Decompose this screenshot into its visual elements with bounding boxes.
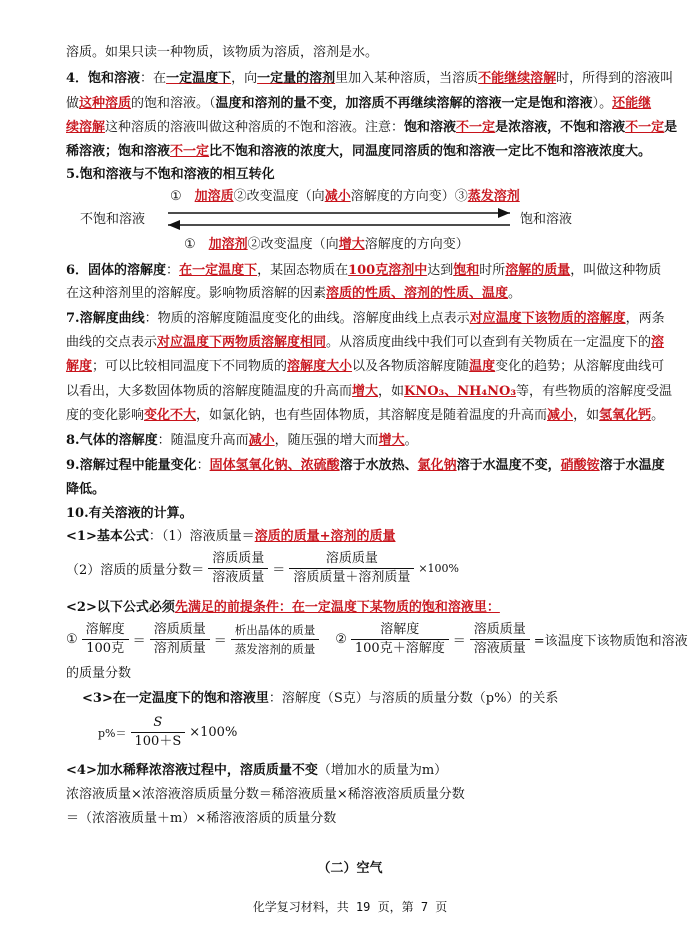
text: 。 <box>651 408 665 423</box>
numerator: S <box>131 714 186 733</box>
text: 。从溶质度曲线中我们可以查到有关物质在一定温度下的 <box>326 335 652 350</box>
formula-prefix: p%＝ <box>98 726 127 740</box>
section-9-label: 9.溶解过程中能量变化 <box>66 458 197 473</box>
key-term: 不一定 <box>456 120 496 135</box>
section-7-line-2 <box>66 334 664 351</box>
calc-2-line <box>66 599 500 616</box>
key-term: 不能继续溶解 <box>478 71 557 86</box>
section-6-label: 6．固体的溶解度 <box>66 263 167 278</box>
text: 时，所得到的溶液叫 <box>556 71 674 86</box>
text-line <box>66 44 378 61</box>
text: ）。 <box>592 96 613 111</box>
denominator: 溶剂质量 <box>153 641 206 656</box>
bold-text: 是浓溶液，不饱和溶液 <box>495 120 626 135</box>
text: 以看出，大多数固体物质的溶解度随温度的升高而 <box>66 384 353 399</box>
key-term: 解度 <box>66 359 93 374</box>
text: ：（1）溶液质量＝ <box>148 529 255 544</box>
section-5-title: 5.饱和溶液与不饱和溶液的相互转化 <box>66 167 275 182</box>
bold-text: 饱和溶液 <box>404 120 457 135</box>
text: 溶质。如果只读一种物质，该物质为溶质，溶剂是水。 <box>66 45 379 60</box>
calc-4-label: <4>加水稀释浓溶液过程中，溶质质量不变 <box>66 763 318 778</box>
formula-tail: ×100% <box>418 562 459 575</box>
bold-text: 是 <box>664 120 678 135</box>
dilution-line-1: 浓溶液质量×浓溶液溶质质量分数＝稀溶液质量×稀溶液溶质质量分数 <box>66 787 465 802</box>
numerator: 溶解度 <box>351 621 449 640</box>
text: ，叫做这种物质 <box>570 263 662 278</box>
text: ，两条 <box>625 311 665 326</box>
section-4-line-1 <box>66 70 673 87</box>
section-7-line-5 <box>66 407 664 424</box>
section-9-line-2: 降低。 <box>66 482 106 497</box>
bold-text: 溶于水放热、 <box>339 458 418 473</box>
text: ：物质的溶解度随温度变化的曲线。溶解度曲线上点表示 <box>144 311 470 326</box>
denominator: 蒸发溶剂的质量 <box>234 642 316 656</box>
section-4-line-4 <box>66 143 651 160</box>
text: 溶解度的方向变） <box>364 237 469 252</box>
formula-prefix: （2）溶质的质量分数＝ <box>66 563 205 578</box>
bold-text: 温度和溶剂的量不变，加溶质不再继续溶解的溶液一定是饱和溶液 <box>215 96 593 111</box>
fraction <box>470 621 530 658</box>
section-10-title: 10.有关溶液的计算。 <box>66 506 193 521</box>
fraction <box>351 621 449 658</box>
saturated-label: 饱和溶液 <box>520 212 573 227</box>
section-7-line-1 <box>66 310 665 327</box>
text: ；可以比较相同温度下不同物质的 <box>92 359 288 374</box>
circled-number: ① <box>66 632 78 647</box>
text: ，某固态物质在 <box>257 263 349 278</box>
text: ： <box>166 263 180 278</box>
section-7-label: 7.溶解度曲线 <box>66 311 145 326</box>
denominator: 溶液质量 <box>473 641 526 656</box>
section-6-line-1 <box>66 262 661 279</box>
key-term: 对应温度下该物质的溶解度 <box>469 311 626 326</box>
equals: ＝ <box>132 634 146 649</box>
equals: ＝ <box>213 634 227 649</box>
text: 等，有些物质的溶解度受温 <box>516 384 673 399</box>
key-term: 溶质的性质、溶剂的性质、温度 <box>326 286 509 301</box>
key-term: 溶解的质量 <box>505 263 571 278</box>
key-term: 固体氢氧化钠、浓硫酸 <box>209 458 340 473</box>
numerator: 溶质质量 <box>150 621 210 640</box>
text: ，如 <box>378 384 405 399</box>
key-term: 温度 <box>469 359 496 374</box>
section-8-label: 8.气体的溶解度 <box>66 433 158 448</box>
key-term: 减小 <box>248 433 275 448</box>
denominator: 溶质质量＋溶剂质量 <box>293 570 411 585</box>
key-term: 溶质的质量+溶剂的质量 <box>254 529 396 544</box>
denominator: 溶液质量 <box>212 570 265 585</box>
text: ：随温度升高而 <box>157 433 249 448</box>
key-term: 蒸发溶剂 <box>467 189 520 204</box>
bold-text: 比不饱和溶液的浓度大，同温度同溶质的饱和溶液一定比不饱和溶液浓度大。 <box>209 144 652 159</box>
conversion-bottom-text <box>184 236 469 253</box>
text: ① <box>184 237 209 252</box>
key-term: 溶 <box>651 335 665 350</box>
arrow-right-head <box>498 208 510 218</box>
fraction <box>208 550 268 587</box>
key-term: 这种溶质 <box>79 96 132 111</box>
text: ，随压强的增大而 <box>274 433 379 448</box>
calc-1-label: <1>基本公式 <box>66 529 149 544</box>
formula-continuation: 的质量分数 <box>66 666 132 681</box>
fraction <box>82 621 129 658</box>
text: ，如 <box>573 408 600 423</box>
text: ：在 <box>140 71 167 86</box>
dilution-line-2: ＝（浓溶液质量＋m）×稀溶液溶质的质量分数 <box>66 811 337 826</box>
formula-tail: ×100% <box>189 725 238 740</box>
next-section-heading: （二）空气 <box>317 861 383 876</box>
text: 的饱和溶液。（ <box>131 96 216 111</box>
fraction <box>150 621 210 658</box>
key-term: 加溶质 <box>194 189 234 204</box>
text: ②改变温度（向 <box>247 237 339 252</box>
key-term: 先满足的前提条件：在一定温度下某物质的饱和溶液里： <box>174 600 500 615</box>
calc-3-line <box>82 690 558 707</box>
section-4-line-2 <box>66 95 651 112</box>
key-term: 一定量的溶剂 <box>257 71 336 86</box>
circled-number: ② <box>335 632 347 647</box>
text: 达到 <box>427 263 454 278</box>
denominator: 100克＋溶解度 <box>354 641 445 656</box>
formula-tail: =该温度下该物质饱和溶液 <box>533 634 688 649</box>
section-7-line-4 <box>66 383 672 400</box>
section-7-line-3 <box>66 358 664 375</box>
fraction <box>131 714 186 751</box>
key-term: 减小 <box>547 408 574 423</box>
key-term: 溶解度大小 <box>287 359 353 374</box>
key-term: 续溶解 <box>66 120 106 135</box>
bold-text: 稀溶液；饱和溶液 <box>66 144 171 159</box>
text: ： <box>196 458 210 473</box>
bold-text: 溶于水温度不变， <box>456 458 561 473</box>
text: 以及各物质溶解度随 <box>352 359 470 374</box>
text: 做 <box>66 96 80 111</box>
arrow-left-head <box>168 220 180 230</box>
text: 曲线的交点表示 <box>66 335 158 350</box>
numerator: 析出晶体的质量 <box>231 621 320 640</box>
text: ，向 <box>231 71 258 86</box>
fraction <box>289 550 414 587</box>
text: 在这种溶剂里的溶解度。影响物质溶解的因素 <box>66 286 327 301</box>
chemical-formula: KNO₃、NH₄NO₃ <box>404 384 517 399</box>
key-term: 氢氧化钙 <box>599 408 652 423</box>
text: 溶解度的方向变）③ <box>350 189 468 204</box>
key-term: 增大 <box>338 237 365 252</box>
key-term: 增大 <box>352 384 379 399</box>
text: 这种溶质的溶液叫做这种溶质的不饱和溶液。注意： <box>105 120 405 135</box>
numerator: 溶质质量 <box>208 550 268 569</box>
text: （增加水的质量为m） <box>317 763 448 778</box>
section-6-line-2 <box>66 285 521 302</box>
key-term: 减小 <box>324 189 351 204</box>
key-term: 还能继 <box>612 96 652 111</box>
key-term: 增大 <box>378 433 405 448</box>
numerator: 溶质质量 <box>470 621 530 640</box>
text: 。 <box>404 433 418 448</box>
text: 里加入某种溶质，当溶质 <box>335 71 479 86</box>
numerator: 溶解度 <box>82 621 129 640</box>
key-term: 加溶剂 <box>208 237 248 252</box>
mass-fraction-formula <box>66 550 459 587</box>
equals: ＝ <box>272 563 286 578</box>
key-term: 不一定 <box>170 144 210 159</box>
percent-formula <box>98 714 237 751</box>
text: 度的变化影响 <box>66 408 145 423</box>
key-term: 变化不大 <box>144 408 197 423</box>
text: ②改变温度（向 <box>233 189 325 204</box>
text: ① <box>170 189 195 204</box>
section-9-line-1 <box>66 457 665 474</box>
key-term: 氯化钠 <box>417 458 457 473</box>
calc-4-line <box>66 762 447 779</box>
text: 变化的趋势；从溶解度曲线可 <box>495 359 665 374</box>
text: 时所 <box>479 263 506 278</box>
key-term: 一定温度下 <box>166 71 232 86</box>
calc-2-label: <2>以下公式必须 <box>66 600 175 615</box>
key-term: 在一定温度下 <box>179 263 258 278</box>
section-4-label: 4．饱和溶液 <box>66 71 141 86</box>
denominator: 100＋S <box>134 734 182 749</box>
section-8-line <box>66 432 418 449</box>
text: 。 <box>508 286 522 301</box>
key-term: 不一定 <box>625 120 665 135</box>
conversion-arrows <box>160 205 515 235</box>
calc-3-label: <3>在一定温度下的饱和溶液里 <box>82 691 269 706</box>
denominator: 100克 <box>86 641 125 656</box>
bold-text: 溶于水温度 <box>599 458 665 473</box>
fraction <box>231 621 320 658</box>
solubility-formulas <box>66 621 688 658</box>
key-term: 对应温度下两物质溶解度相同 <box>157 335 327 350</box>
calc-1-line <box>66 528 396 545</box>
text: ：溶解度（S克）与溶质的质量分数（p%）的关系 <box>268 691 559 706</box>
numerator: 溶质质量 <box>289 550 414 569</box>
equals: ＝ <box>452 634 466 649</box>
section-4-line-3 <box>66 119 677 136</box>
key-term: 硝酸铵 <box>560 458 600 473</box>
unsaturated-label: 不饱和溶液 <box>80 212 146 227</box>
page-footer: 化学复习材料，共 19 页，第 7 页 <box>252 900 448 914</box>
key-term: 100克溶剂中 <box>348 263 428 278</box>
text: ，如氯化钠，也有些固体物质，其溶解度是随着温度的升高而 <box>196 408 548 423</box>
key-term: 饱和 <box>453 263 480 278</box>
conversion-top-text <box>170 188 520 205</box>
